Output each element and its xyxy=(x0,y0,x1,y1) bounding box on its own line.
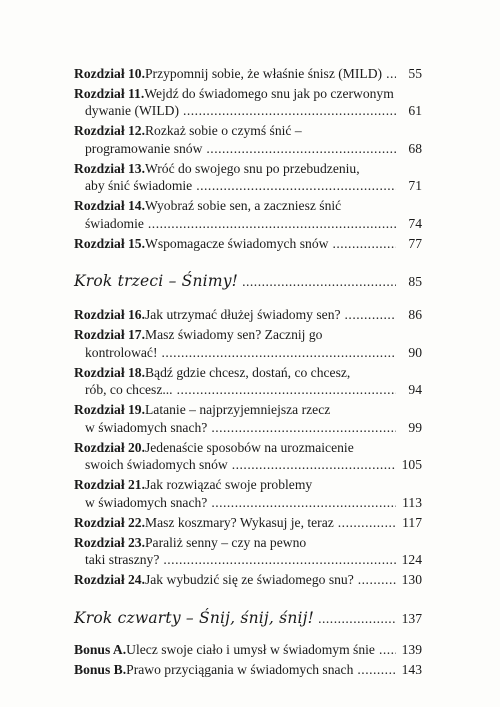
page-number: 55 xyxy=(408,66,422,81)
chapter-label: Rozdział 21. xyxy=(74,477,145,493)
chapter-title-text: Jak wybudzić się ze świadomego snu? xyxy=(144,572,354,588)
toc-entry-line xyxy=(74,306,422,324)
chapter-title-text: programowanie snów xyxy=(85,140,203,156)
leader-dots xyxy=(345,306,396,324)
toc-entry-line xyxy=(74,381,422,399)
page-number: 130 xyxy=(401,572,422,588)
chapter-label: Rozdział 15. xyxy=(74,235,145,251)
chapter-label: Rozdział 10. xyxy=(74,66,145,81)
toc-entry xyxy=(74,661,422,679)
chapter-title-text: Bądź gdzie chcesz, dostań, co chcesz, xyxy=(144,364,351,380)
toc-entry-line xyxy=(74,494,422,512)
page-number: 74 xyxy=(408,215,422,231)
chapter-label: Rozdział 23. xyxy=(74,534,145,550)
toc-entry-line xyxy=(74,85,422,103)
toc-entry-line xyxy=(74,401,422,419)
toc-entry xyxy=(74,364,422,399)
leader-dots xyxy=(232,456,396,474)
chapter-label: Rozdział 24. xyxy=(74,572,145,588)
page-number: 113 xyxy=(402,494,422,510)
page-number: 117 xyxy=(402,514,422,530)
leader-dots xyxy=(211,419,396,437)
page-number: 61 xyxy=(408,103,422,119)
page-number: 77 xyxy=(408,235,422,251)
toc-entry-line xyxy=(74,65,422,83)
chapter-title-text: w świadomych snach? xyxy=(85,419,208,435)
leader-dots xyxy=(206,140,396,158)
chapter-label: Rozdział 12. xyxy=(74,123,145,139)
chapter-title-text: Rozkaż sobie o czymś śnić – xyxy=(144,123,302,139)
toc-entry xyxy=(74,401,422,436)
leader-dots xyxy=(183,102,396,120)
leader-dots xyxy=(338,514,396,532)
page-number: 71 xyxy=(408,178,422,194)
leader-dots xyxy=(357,661,396,679)
toc-entry xyxy=(74,85,422,120)
page-number: 143 xyxy=(401,661,422,677)
chapter-title-text: Prawo przyciągania w świadomych snach xyxy=(126,661,354,677)
part-title: Krok czwarty – Śnij, śnij, śnij! xyxy=(74,608,315,627)
toc-entry xyxy=(74,65,422,83)
chapter-label: Rozdział 13. xyxy=(74,160,145,176)
chapter-label: Rozdział 19. xyxy=(74,402,145,418)
chapter-title-text: Masz koszmary? Wykasuj je, teraz xyxy=(144,514,334,530)
page-number: 139 xyxy=(401,641,422,657)
chapter-label: Bonus B. xyxy=(74,661,127,677)
leader-dots xyxy=(242,274,396,290)
chapter-title-text: Wyobraź sobie sen, a zaczniesz śnić xyxy=(144,198,342,214)
leader-dots xyxy=(161,344,396,362)
toc-entry xyxy=(74,641,422,659)
toc-entry-line xyxy=(74,419,422,437)
toc-entry-line xyxy=(74,197,422,215)
toc-entry-line xyxy=(74,140,422,158)
toc-entry-line xyxy=(74,456,422,474)
toc-entry-line xyxy=(74,160,422,178)
toc-entry xyxy=(74,476,422,511)
chapter-title-text: Wróć do swojego snu po przebudzeniu, xyxy=(144,160,360,176)
toc-group-part3-chapters xyxy=(74,306,422,588)
toc-entry-line xyxy=(74,122,422,140)
toc-entry xyxy=(74,514,422,532)
page-number: 86 xyxy=(408,307,422,323)
toc-part-3 xyxy=(74,272,422,290)
toc-entry-line xyxy=(74,661,422,679)
chapter-label: Rozdział 16. xyxy=(74,307,145,323)
chapter-title-text: Jak utrzymać dłużej świadomy sen? xyxy=(144,307,341,323)
chapter-title-text: w świadomych snach? xyxy=(85,494,208,510)
toc-group-part2-chapters xyxy=(74,65,422,252)
toc-entry xyxy=(74,235,422,253)
toc-entry xyxy=(74,326,422,361)
leader-dots xyxy=(177,381,396,399)
toc-entry xyxy=(74,160,422,195)
toc-entry-line xyxy=(74,344,422,362)
toc-part-4 xyxy=(74,609,422,627)
toc-entry-line xyxy=(74,215,422,233)
toc-entry-line xyxy=(74,439,422,457)
leader-dots xyxy=(386,65,396,83)
page-number: 105 xyxy=(401,457,422,473)
leader-dots xyxy=(211,494,396,512)
chapter-title-text: świadomie xyxy=(85,215,144,231)
leader-dots xyxy=(163,551,396,569)
chapter-label: Bonus A. xyxy=(74,641,127,657)
chapter-title-text: Przypomnij sobie, że właśnie śnisz (MILD) xyxy=(144,66,383,81)
toc-entry xyxy=(74,122,422,157)
toc-entry-line xyxy=(74,326,422,344)
toc-entry-line xyxy=(74,551,422,569)
page-number: 90 xyxy=(408,344,422,360)
chapter-title-text: Jedenaście sposobów na urozmaicenie xyxy=(144,439,354,455)
toc-entry-line xyxy=(74,476,422,494)
toc-entry xyxy=(74,197,422,232)
toc-entry-line xyxy=(74,534,422,552)
chapter-title-text: swoich świadomych snów xyxy=(85,457,228,473)
toc-entry-line xyxy=(74,364,422,382)
page-number: 137 xyxy=(401,610,422,626)
toc-entry-line xyxy=(74,514,422,532)
chapter-title-text: Latanie – najprzyjemniejsza rzecz xyxy=(144,402,331,418)
chapter-title-text: aby śnić świadomie xyxy=(85,178,193,194)
toc-group-bonus xyxy=(74,641,422,678)
page-number: 68 xyxy=(408,140,422,156)
page-number: 99 xyxy=(408,419,422,435)
leader-dots xyxy=(379,641,396,659)
toc-entry-line xyxy=(74,102,422,120)
leader-dots xyxy=(318,611,396,627)
toc-entry xyxy=(74,534,422,569)
chapter-title-text: rób, co chcesz... xyxy=(85,382,173,398)
page-number: 124 xyxy=(401,552,422,568)
leader-dots xyxy=(196,177,396,195)
chapter-label: Rozdział 14. xyxy=(74,198,145,214)
chapter-title-text: Paraliż senny – czy na pewno xyxy=(144,534,307,550)
chapter-title-text: Jak rozwiązać swoje problemy xyxy=(144,477,313,493)
chapter-title-text: taki straszny? xyxy=(85,552,160,568)
toc-entry-line xyxy=(74,571,422,589)
toc-entry-line xyxy=(74,177,422,195)
leader-dots xyxy=(332,235,396,253)
chapter-title-text: Wejdź do świadomego snu jak po czerwonym xyxy=(144,85,394,101)
toc-entry xyxy=(74,439,422,474)
leader-dots xyxy=(358,571,396,589)
chapter-label: Rozdział 17. xyxy=(74,327,145,343)
leader-dots xyxy=(148,215,396,233)
chapter-label: Rozdział 22. xyxy=(74,514,145,530)
chapter-title-text: Masz świadomy sen? Zacznij go xyxy=(144,327,323,343)
toc-entry xyxy=(74,571,422,589)
toc-entry-line xyxy=(74,235,422,253)
chapter-title-text: Ulecz swoje ciało i umysł w świadomym śnie xyxy=(126,641,375,657)
chapter-label: Rozdział 18. xyxy=(74,364,145,380)
page-number: 85 xyxy=(408,274,422,290)
part-title: Krok trzeci – Śnimy! xyxy=(74,272,239,291)
chapter-title-text: kontrolować! xyxy=(85,344,158,360)
chapter-title-text: Wspomagacze świadomych snów xyxy=(144,235,329,251)
toc-entry xyxy=(74,306,422,324)
chapter-label: Rozdział 11. xyxy=(74,85,145,101)
toc-entry-line xyxy=(74,641,422,659)
table-of-contents xyxy=(74,65,422,680)
page-number: 94 xyxy=(408,382,422,398)
chapter-label: Rozdział 20. xyxy=(74,439,145,455)
chapter-title-text: dywanie (WILD) xyxy=(85,103,179,119)
